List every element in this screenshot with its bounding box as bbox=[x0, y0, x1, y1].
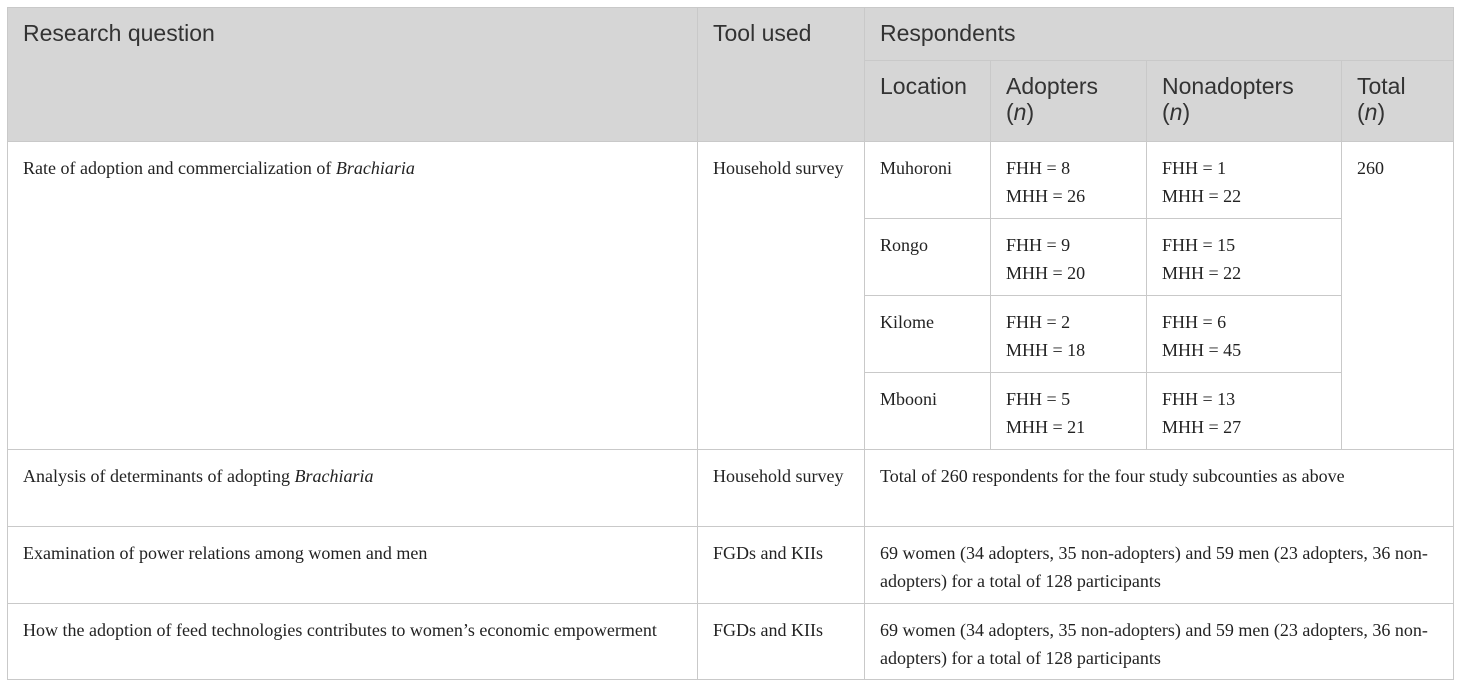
header-total: Total (n) bbox=[1342, 61, 1454, 142]
header-adopters-label: Adopters bbox=[1006, 73, 1099, 99]
respondents-cell: 69 women (34 adopters, 35 non-adopters) and 59 men (23 adopters, 36 non-adopters) for a total of 128 participants bbox=[865, 527, 1454, 604]
question-cell: Analysis of determinants of adopting Brachiaria bbox=[8, 450, 698, 527]
header-nonadopters-n: n bbox=[1169, 99, 1183, 125]
header-adopters: Adopters (n) bbox=[991, 61, 1147, 142]
nonadopters-cell: FHH = 13 MHH = 27 bbox=[1147, 373, 1342, 450]
question-cell: How the adoption of feed technologies contributes to women’s economic empowerment bbox=[8, 604, 698, 680]
table-row bbox=[8, 527, 1454, 604]
header-location: Location bbox=[865, 61, 991, 142]
question-cell: Examination of power relations among women and men bbox=[8, 527, 698, 604]
respondents-cell: 69 women (34 adopters, 35 non-adopters) and 59 men (23 adopters, 36 non-adopters) for a total of 128 participants bbox=[865, 604, 1454, 680]
header-nonadopters: Nonadopters (n) bbox=[1147, 61, 1342, 142]
location-cell: Rongo bbox=[865, 219, 991, 296]
location-cell: Muhoroni bbox=[865, 142, 991, 219]
table-header bbox=[8, 8, 1454, 142]
tool-cell: Household survey bbox=[698, 142, 865, 450]
adopters-cell: FHH = 8 MHH = 26 bbox=[991, 142, 1147, 219]
header-tool-used: Tool used bbox=[698, 8, 865, 142]
adopters-cell: FHH = 9 MHH = 20 bbox=[991, 219, 1147, 296]
tool-cell: FGDs and KIIs bbox=[698, 604, 865, 680]
table-body bbox=[8, 142, 1454, 680]
location-cell: Mbooni bbox=[865, 373, 991, 450]
table-row bbox=[8, 450, 1454, 527]
question-cell: Rate of adoption and commercialization of Brachiaria bbox=[8, 142, 698, 450]
table-row bbox=[8, 604, 1454, 680]
nonadopters-cell: FHH = 6 MHH = 45 bbox=[1147, 296, 1342, 373]
header-total-n: n bbox=[1364, 99, 1378, 125]
adopters-cell: FHH = 2 MHH = 18 bbox=[991, 296, 1147, 373]
nonadopters-cell: FHH = 15 MHH = 22 bbox=[1147, 219, 1342, 296]
tool-cell: FGDs and KIIs bbox=[698, 527, 865, 604]
tool-cell: Household survey bbox=[698, 450, 865, 527]
header-total-label: Total bbox=[1357, 73, 1406, 99]
respondents-cell: Total of 260 respondents for the four study subcounties as above bbox=[865, 450, 1454, 527]
adopters-cell: FHH = 5 MHH = 21 bbox=[991, 373, 1147, 450]
total-cell: 260 bbox=[1342, 142, 1454, 450]
location-cell: Kilome bbox=[865, 296, 991, 373]
table-row bbox=[8, 142, 1454, 219]
header-nonadopters-label: Nonadopters bbox=[1162, 73, 1294, 99]
header-adopters-n: n bbox=[1013, 99, 1027, 125]
header-research-question: Research question bbox=[8, 8, 698, 142]
nonadopters-cell: FHH = 1 MHH = 22 bbox=[1147, 142, 1342, 219]
header-respondents: Respondents bbox=[865, 8, 1454, 61]
data-table bbox=[7, 7, 1454, 680]
